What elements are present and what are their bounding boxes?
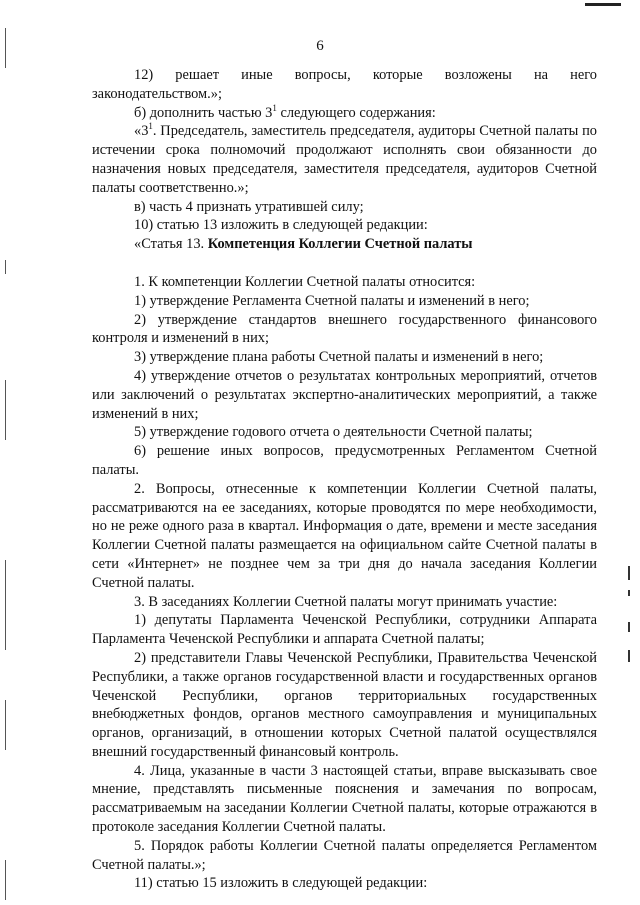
paragraph-part-3: 3. В заседаниях Коллегии Счетной палаты могут принимать участие: — [134, 593, 558, 610]
article-label: «Статья 13. — [134, 236, 208, 253]
article-title: Компетенция Коллегии Счетной палаты — [207, 236, 473, 253]
list-item: 4) утверждение отчетов о результатах контрольных мероприятий, отчетов или заключений о результатах экспертно-аналитических мероприятий, а также изменений в них; — [92, 367, 597, 422]
paragraph-part-2: 2. Вопросы, отнесенные к компетенции Коллегии Счетной палаты, рассматриваются на ее заседаниях, которые проводятся по мере необходимости, но не реже одного раза в квартал. Информация о дате, времени и месте заседания Коллегии Счетной палаты размещается на официальном сайте Счетной палаты в сети «Интернет» не позднее чем за три дня до начала заседания Коллегии Счетной палаты. — [92, 480, 597, 591]
list-item: 2) утверждение стандартов внешнего государственного финансового контроля и изменений в них; — [92, 311, 597, 347]
list-item: 5) утверждение годового отчета о деятельности Счетной палаты; — [134, 424, 533, 441]
article-heading — [92, 235, 597, 254]
paragraph-part-4: 4. Лица, указанные в части 3 настоящей статьи, вправе высказывать свое мнение, представлять письменные пояснения и замечания по вопросам, рассматриваемым на заседании Коллегии Счетной палаты, которые отражаются в протоколе заседания Коллегии Счетной палаты. — [92, 762, 597, 836]
list-item: 3) утверждение плана работы Счетной палаты и изменений в него; — [134, 349, 544, 366]
paragraph-part-3-1 — [92, 122, 597, 197]
paragraph-amend-b — [92, 104, 597, 123]
list-item: 1) депутаты Парламента Чеченской Республики, сотрудники Аппарата Парламента Чеченской Республики и аппарата Счетной палаты; — [92, 612, 597, 648]
paragraph-amend-c: в) часть 4 признать утратившей силу; — [134, 198, 364, 215]
scan-right-edge-marks — [628, 0, 632, 905]
scan-top-mark — [585, 3, 621, 6]
scan-left-edge-marks — [5, 0, 9, 905]
list-item: 6) решение иных вопросов, предусмотренных Регламентом Счетной палаты. — [92, 443, 597, 478]
paragraph-item-11: 11) статью 15 изложить в следующей редакции: — [134, 875, 428, 892]
paragraph-item-10: 10) статью 13 изложить в следующей редакции: — [134, 217, 428, 234]
list-item: 2) представители Главы Чеченской Республики, Правительства Чеченской Республики, а также органов государственной власти и государственных органов Чеченской Республики, органов территориальных государственных внебюджетных фондов, органов местного самоуправления и муниципальных органов, организаций, в отношении которых Счетной палатой осуществлялся внешний государственный финансовый контроль. — [92, 649, 597, 760]
document-body — [92, 66, 597, 893]
paragraph-competence-intro: 1. К компетенции Коллегии Счетной палаты относится: — [134, 273, 476, 290]
page-number: 6 — [316, 38, 324, 54]
superscript: 1 — [272, 102, 277, 113]
paragraph-item-12: 12) решает иные вопросы, которые возложены на него законодательством.»; — [92, 67, 597, 102]
text: б) дополнить частью 3 — [134, 104, 273, 121]
text: следующего содержания: — [276, 104, 436, 121]
text: . Председатель, заместитель председателя, аудиторы Счетной палаты по истечении срока полномочий продолжают исполнять свои обязанности до назначения новых председателя, заместителя председателя, аудиторов Счетной палаты соответственно.»; — [92, 123, 597, 196]
list-item: 1) утверждение Регламента Счетной палаты и изменений в него; — [134, 292, 530, 309]
superscript: 1 — [148, 121, 153, 132]
text: «3 — [134, 123, 149, 140]
paragraph-part-5: 5. Порядок работы Коллегии Счетной палаты определяется Регламентом Счетной палаты.»; — [92, 837, 597, 873]
